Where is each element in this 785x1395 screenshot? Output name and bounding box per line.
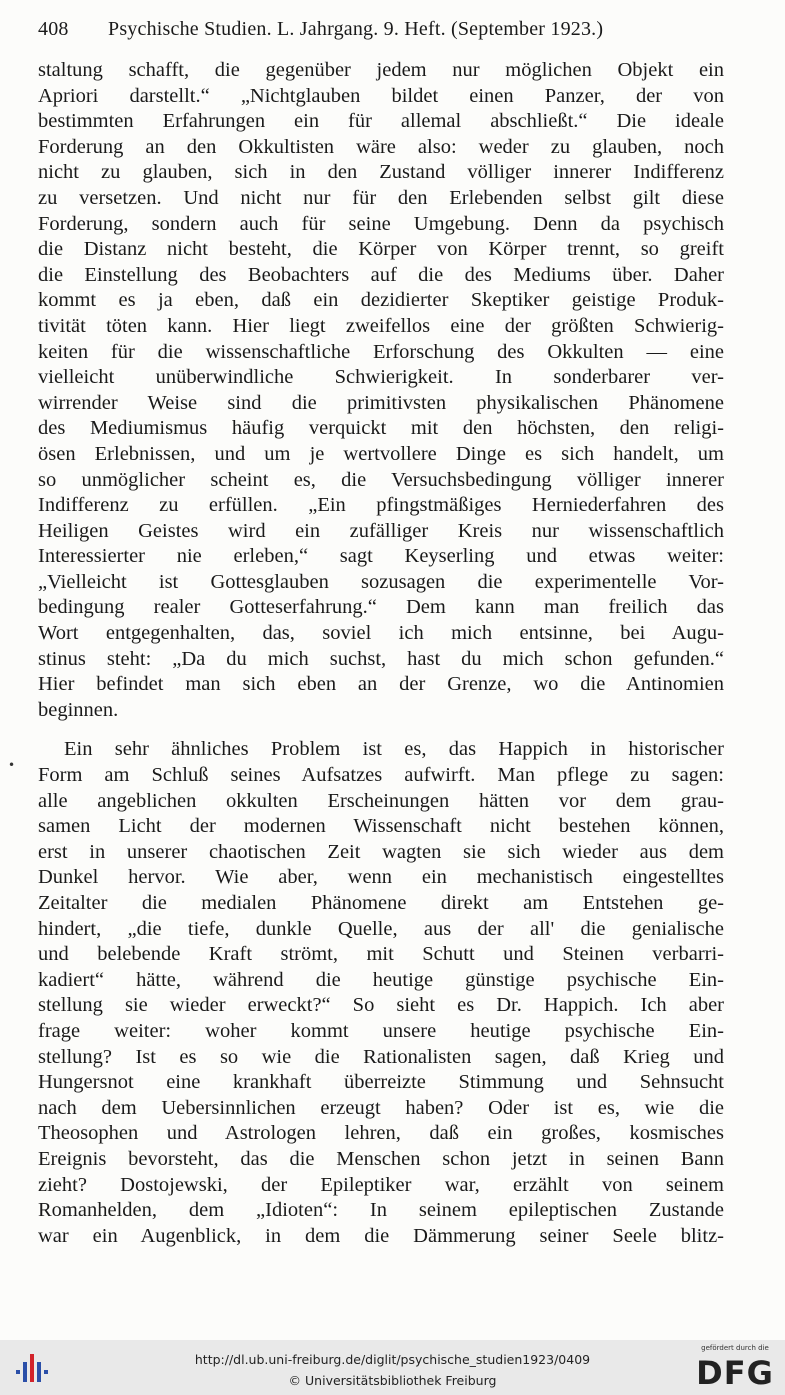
text-line: so unmöglicher scheint es, die Versuchsbedingung völliger innerer	[38, 468, 724, 491]
text-line: Ereignis bevorsteht, das die Menschen schon jetzt in seinen Bann	[38, 1147, 724, 1170]
text-line: die Einstellung des Beobachters auf die des Mediums über. Daher	[38, 263, 724, 286]
running-title: Psychische Studien. L. Jahrgang. 9. Heft. (September 1923.)	[108, 18, 604, 40]
text-line: hindert, „die tiefe, dunkle Quelle, aus der all' die genialische	[38, 917, 724, 940]
text-line: Zeitalter die medialen Phänomene direkt am Entstehen ge-	[38, 892, 724, 914]
page-number: 408	[38, 18, 69, 40]
text-line: Theosophen und Astrologen lehren, daß ein großes, kosmisches	[38, 1122, 724, 1145]
margin-mark: •	[8, 758, 16, 772]
text-line: kommt es ja eben, daß ein dezidierter Skeptiker geistige Produk-	[38, 289, 724, 312]
paragraph	[38, 58, 724, 723]
text-line: Hier befindet man sich eben an der Grenze, wo die Antinomien	[38, 673, 724, 696]
text-line: nach dem Uebersinnlichen erzeugt haben? Oder ist es, wie die	[38, 1096, 724, 1119]
text-line: Apriori darstellt.“ „Nichtglauben bildet einen Panzer, der von	[38, 84, 724, 107]
paragraph-gap	[38, 723, 724, 737]
text-line: Heiligen Geistes wird ein zufälliger Kreis nur wissenschaftlich	[38, 519, 724, 542]
text-line: stinus steht: „Da du mich suchst, hast du mich schon gefunden.“	[38, 647, 724, 670]
text-line: Forderung an den Okkultisten wäre also: weder zu glauben, noch	[38, 135, 724, 158]
text-line: Romanhelden, dem „Idioten“: In seinem epileptischen Zustande	[38, 1199, 724, 1222]
text-line: bedingung realer Gotteserfahrung.“ Dem kann man freilich das	[38, 596, 724, 619]
text-line: ösen Erlebnissen, und um je wertvollere Dinge es sich handelt, um	[38, 442, 724, 465]
text-line: samen Licht der modernen Wissenschaft nicht bestehen können,	[38, 815, 724, 838]
text-line: Form am Schluß seines Aufsatzes aufwirft. Man pflege zu sagen:	[38, 764, 724, 787]
paragraph	[38, 737, 724, 1249]
text-line: frage weiter: woher kommt unsere heutige psychische Ein-	[38, 1019, 724, 1042]
text-line: staltung schafft, die gegenüber jedem nur möglichen Objekt ein	[38, 59, 724, 81]
text-line: zu versetzen. Und nicht nur für den Erlebenden selbst gilt diese	[38, 186, 724, 209]
text-line: Wort entgegenhalten, das, soviel ich mich entsinne, bei Augu-	[38, 622, 724, 645]
text-line: vielleicht unüberwindliche Schwierigkeit. In sonderbarer ver-	[38, 366, 724, 389]
text-line: keiten für die wissenschaftliche Erforschung des Okkulten — eine	[38, 340, 724, 363]
text-line: nicht zu glauben, sich in den Zustand völliger innerer Indifferenz	[38, 161, 724, 184]
text-line: stellung? Ist es so wie die Rationalisten sagen, daß Krieg und	[38, 1045, 724, 1068]
text-line: und belebende Kraft strömt, mit Schutt und Steinen verbarri-	[38, 943, 724, 966]
text-line: des Mediumismus häufig verquickt mit den höchsten, den religi-	[38, 417, 724, 440]
running-header	[38, 18, 738, 41]
text-line: die Distanz nicht besteht, die Körper von Körper trennt, so greift	[38, 238, 724, 261]
text-line: stellung sie wieder erweckt?“ So sieht es Dr. Happich. Ich aber	[38, 994, 724, 1017]
text-line: war ein Augenblick, in dem die Dämmerung seiner Seele blitz-	[38, 1224, 724, 1247]
funder-note: gefördert durch die	[701, 1344, 769, 1352]
text-line: Forderung, sondern auch für seine Umgebung. Denn da psychisch	[38, 212, 724, 235]
copyright-text: © Universitätsbibliothek Freiburg	[288, 1373, 497, 1388]
text-line: alle angeblichen okkulten Erscheinungen hätten vor dem grau-	[38, 789, 724, 812]
body-text	[38, 58, 724, 1249]
text-line: tivität töten kann. Hier liegt zweifellos eine der größten Schwierig-	[38, 314, 724, 337]
text-line: Hungersnot eine krankhaft überreizte Stimmung und Sehnsucht	[38, 1071, 724, 1094]
dfg-logo[interactable]	[692, 1344, 778, 1392]
text-line: bestimmten Erfahrungen ein für allemal abschließt.“ Die ideale	[38, 110, 724, 133]
footer-bar	[0, 1340, 785, 1395]
text-line: zieht? Dostojewski, der Epileptiker war, erzählt von seinem	[38, 1173, 724, 1196]
text-line: wirrender Weise sind die primitivsten physikalischen Phänomene	[38, 391, 724, 414]
text-line: Dunkel hervor. Wie aber, wenn ein mechanistisch eingestelltes	[38, 866, 724, 889]
text-line: Ein sehr ähnliches Problem ist es, das Happich in historischer	[64, 738, 724, 761]
source-url-link[interactable]: http://dl.ub.uni-freiburg.de/diglit/psychische_studien1923/0409	[194, 1352, 591, 1367]
text-line: beginnen.	[38, 698, 119, 721]
dfg-logo-text: DFG	[696, 1354, 774, 1392]
text-line: kadiert“ hätte, während die heutige günstige psychische Ein-	[38, 968, 724, 991]
text-line: Interessierter nie erleben,“ sagt Keyserling und etwas weiter:	[38, 545, 724, 568]
text-line: Indifferenz zu erfüllen. „Ein pfingstmäßiges Herniederfahren des	[38, 494, 724, 517]
text-line: „Vielleicht ist Gottesglauben sozusagen die experimentelle Vor-	[38, 570, 724, 593]
text-line: erst in unserer chaotischen Zeit wagten sie sich wieder aus dem	[38, 840, 724, 863]
